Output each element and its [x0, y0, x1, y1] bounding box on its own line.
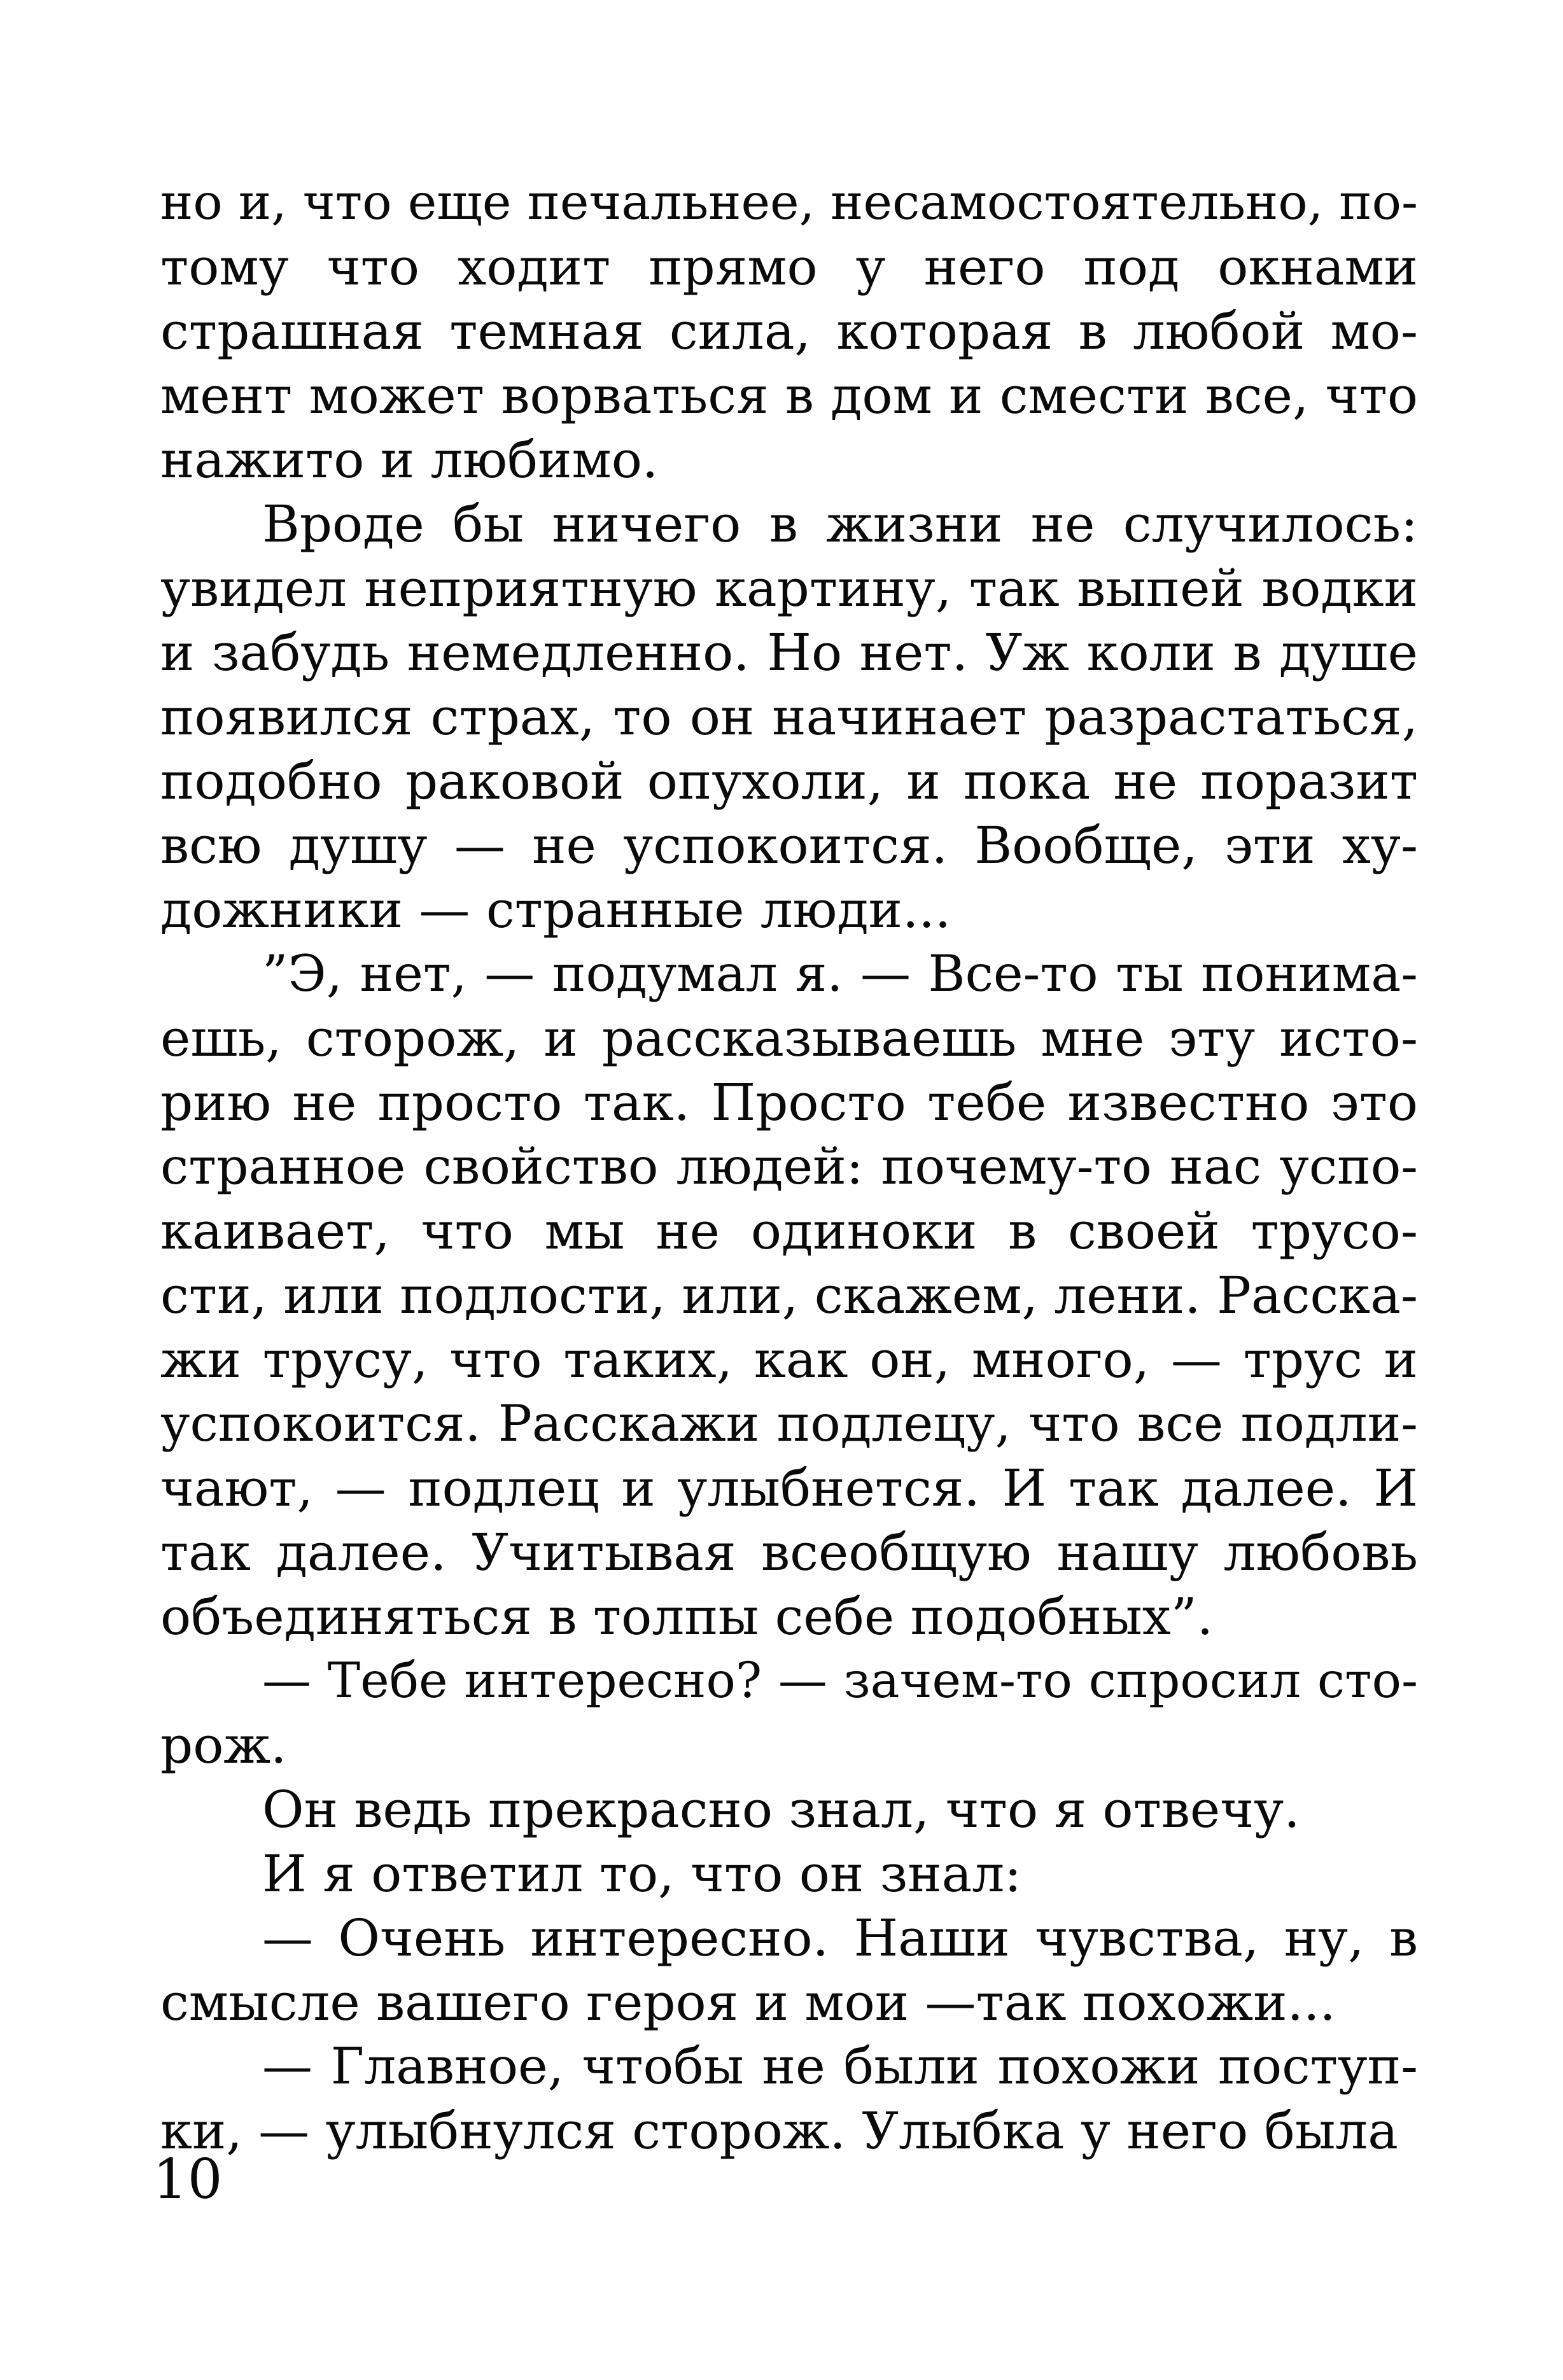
text-line: появился страх, то он начинает разрастаться,: [160, 687, 1418, 746]
paragraph: [160, 2034, 1418, 2163]
page-number: 10: [153, 2148, 223, 2211]
text-line: каивает, что мы не одиноки в своей трусо-: [160, 1201, 1418, 1261]
text-line: успокоится. Расскажи подлецу, что все подли-: [160, 1394, 1418, 1453]
text-line: ешь, сторож, и рассказываешь мне эту исто-: [160, 1009, 1418, 1068]
text-line: ки, — улыбнулся сторож. Улыбка у него была: [160, 2101, 1398, 2160]
paragraph: [160, 942, 1418, 1649]
text-line: тому что ходит прямо у него под окнами: [160, 237, 1418, 297]
text-line: Он ведь прекрасно знал, что я отвечу.: [262, 1780, 1300, 1839]
text-line: объединяться в толпы себе подобных”.: [160, 1587, 1214, 1646]
paragraph: [160, 171, 1418, 492]
text-line: — Главное, чтобы не были похожи поступ-: [262, 2037, 1418, 2096]
paragraph: [160, 1649, 1418, 1777]
text-line: так далее. Учитывая всеобщую нашу любовь: [160, 1523, 1418, 1582]
text-line: чают, — подлец и улыбнется. И так далее. И: [160, 1459, 1418, 1518]
paragraph: [160, 1777, 1418, 1842]
text-line: странное свойство людей: почему-то нас успо-: [160, 1137, 1418, 1196]
paragraph: [160, 1842, 1418, 1906]
paragraph: [160, 1906, 1418, 2034]
text-line: — Очень интересно. Наши чувства, ну, в: [262, 1908, 1418, 1968]
text-line: но и, что еще печальнее, несамостоятельно, по-: [160, 174, 1418, 231]
text-line: — Тебе интересно? — зачем-то спросил сто-: [262, 1653, 1418, 1709]
text-line: Вроде бы ничего в жизни не случилось:: [262, 494, 1418, 554]
text-line: И я ответил то, что он знал:: [262, 1844, 1022, 1903]
text-line: подобно раковой опухоли, и пока не поразит: [160, 752, 1418, 811]
text-line: всю душу — не успокоится. Вообще, эти ху-: [160, 816, 1418, 875]
text-line: и забудь немедленно. Но нет. Уж коли в душе: [160, 623, 1418, 682]
text-line: ”Э, нет, — подумал я. — Все-то ты понима-: [262, 944, 1418, 1003]
text-line: мент может ворваться в дом и смести все, что: [160, 366, 1418, 425]
text-line: рож.: [160, 1716, 287, 1775]
text-line: страшная темная сила, которая в любой мо-: [160, 302, 1418, 361]
paragraph: [160, 492, 1418, 942]
text-line: дожники — странные люди...: [160, 880, 951, 939]
text-line: нажито и любимо.: [160, 430, 659, 489]
body-text: [160, 171, 1418, 2163]
text-line: рию не просто так. Просто тебе известно это: [160, 1073, 1418, 1132]
text-line: сти, или подлости, или, скажем, лени. Расска-: [160, 1266, 1418, 1325]
text-line: смысле вашего героя и мои —так похожи...: [160, 1973, 1336, 2032]
text-line: увидел неприятную картину, так выпей водки: [160, 559, 1418, 618]
text-line: жи трусу, что таких, как он, много, — трус и: [160, 1330, 1418, 1389]
